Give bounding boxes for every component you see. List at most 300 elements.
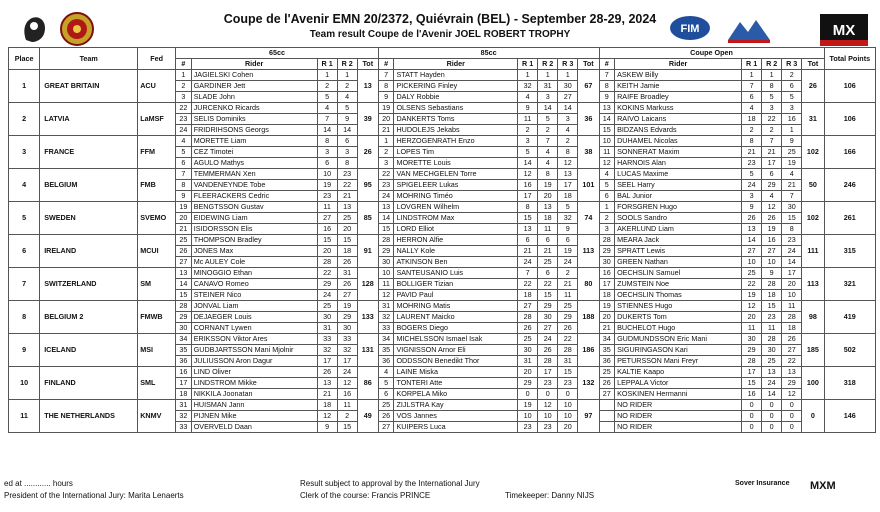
class-total-cell: 39 — [357, 103, 378, 136]
rider-name-cell: KORPELA Miko — [394, 389, 518, 400]
race2-points-cell: 26 — [337, 279, 357, 290]
race2-points-cell: 21 — [762, 147, 782, 158]
rider-number-cell: 7 — [599, 70, 615, 81]
race2-points-cell: 5 — [337, 103, 357, 114]
rider-name-cell: VAN MECHGELEN Torre — [394, 169, 518, 180]
rider-name-cell: ISIDORSSON Elis — [191, 224, 317, 235]
race2-points-cell: 32 — [337, 345, 357, 356]
race2-points-cell: 0 — [762, 400, 782, 411]
rider-name-cell: BENGTSSON Gustav — [191, 202, 317, 213]
race3-points-cell: 31 — [558, 356, 578, 367]
race2-points-cell: 9 — [762, 268, 782, 279]
race1-points-cell: 22 — [317, 268, 337, 279]
race2-points-cell: 14 — [337, 125, 357, 136]
race2-points-cell: 15 — [762, 301, 782, 312]
race1-points-cell: 20 — [518, 367, 538, 378]
race2-points-cell: 18 — [762, 290, 782, 301]
col-rider: Rider — [394, 59, 518, 70]
rider-number-cell: 22 — [378, 169, 394, 180]
place-cell: 11 — [9, 400, 40, 433]
race2-points-cell: 15 — [337, 422, 357, 433]
race2-points-cell: 19 — [337, 301, 357, 312]
race1-points-cell: 0 — [742, 411, 762, 422]
rider-name-cell: ATKINSON Ben — [394, 257, 518, 268]
race2-points-cell: 2 — [337, 81, 357, 92]
rider-name-cell: JURCENKO Ricards — [191, 103, 317, 114]
race3-points-cell: 18 — [782, 323, 802, 334]
race2-points-cell: 23 — [538, 378, 558, 389]
col-r3: R 3 — [782, 59, 802, 70]
rider-name-cell: GUDBJARTSSON Mani Mjolnir — [191, 345, 317, 356]
rider-number-cell: 2 — [176, 81, 192, 92]
race3-points-cell: 29 — [782, 378, 802, 389]
race1-points-cell: 1 — [742, 70, 762, 81]
race3-points-cell: 4 — [782, 169, 802, 180]
race1-points-cell: 18 — [317, 400, 337, 411]
rider-number-cell: 13 — [599, 103, 615, 114]
race3-points-cell: 17 — [558, 180, 578, 191]
race2-points-cell: 17 — [337, 356, 357, 367]
rider-name-cell: ZUMSTEIN Noe — [615, 279, 742, 290]
race3-points-cell: 24 — [782, 246, 802, 257]
race1-points-cell: 27 — [742, 246, 762, 257]
table-row — [9, 103, 876, 114]
federation-cell: SM — [138, 268, 176, 301]
race3-points-cell: 26 — [558, 323, 578, 334]
rider-name-cell: BIDZANS Edvards — [615, 125, 742, 136]
table-row — [9, 268, 876, 279]
class-total-cell: 97 — [578, 400, 599, 433]
class-total-cell: 186 — [578, 334, 599, 367]
race3-points-cell: 2 — [782, 70, 802, 81]
rider-number-cell: 6 — [176, 158, 192, 169]
rider-name-cell: STEINER Nico — [191, 290, 317, 301]
race2-points-cell: 22 — [762, 114, 782, 125]
team-total-points-cell: 419 — [824, 301, 875, 334]
race1-points-cell: 9 — [742, 202, 762, 213]
col-tot: Tot — [357, 59, 378, 70]
race3-points-cell: 6 — [558, 235, 578, 246]
rider-name-cell: DALY Robbie — [394, 92, 518, 103]
race2-points-cell: 5 — [762, 92, 782, 103]
race1-points-cell: 12 — [317, 411, 337, 422]
place-cell: 1 — [9, 70, 40, 103]
rider-number-cell: 6 — [599, 191, 615, 202]
rider-name-cell: LORD Elliot — [394, 224, 518, 235]
race3-points-cell: 20 — [782, 279, 802, 290]
rider-number-cell: 28 — [599, 235, 615, 246]
rider-name-cell: SANTEUSANIO Luis — [394, 268, 518, 279]
rider-name-cell: BUCHELOT Hugo — [615, 323, 742, 334]
rider-name-cell: OVERVELD Daan — [191, 422, 317, 433]
race2-points-cell: 30 — [762, 345, 782, 356]
race2-points-cell: 6 — [538, 268, 558, 279]
race3-points-cell: 27 — [558, 92, 578, 103]
rider-number-cell: 5 — [176, 147, 192, 158]
rider-number-cell: 25 — [599, 367, 615, 378]
rider-name-cell: SPRATT Lewis — [615, 246, 742, 257]
race3-points-cell: 19 — [558, 246, 578, 257]
race2-points-cell: 8 — [762, 81, 782, 92]
fim-logo-icon — [668, 14, 712, 42]
race3-points-cell: 17 — [782, 268, 802, 279]
race1-points-cell: 22 — [742, 279, 762, 290]
rider-number-cell: 10 — [599, 136, 615, 147]
class-total-cell: 101 — [578, 169, 599, 202]
rider-name-cell: SIGURINGASON Kari — [615, 345, 742, 356]
rider-name-cell: PICKERING Finley — [394, 81, 518, 92]
federation-cell: ACU — [138, 70, 176, 103]
race1-points-cell: 16 — [317, 224, 337, 235]
race1-points-cell: 24 — [742, 180, 762, 191]
rider-number-cell: 1 — [599, 202, 615, 213]
race1-points-cell: 11 — [742, 323, 762, 334]
race3-points-cell: 25 — [782, 147, 802, 158]
team-name-cell: IRELAND — [40, 235, 138, 268]
race3-points-cell: 3 — [558, 114, 578, 125]
rider-number-cell: 30 — [599, 257, 615, 268]
rider-number-cell: 17 — [176, 378, 192, 389]
rider-name-cell: MICHELSSON Ismael Isak — [394, 334, 518, 345]
race3-points-cell: 10 — [782, 290, 802, 301]
race2-points-cell: 30 — [538, 312, 558, 323]
rider-name-cell: VOS Jannes — [394, 411, 518, 422]
rider-name-cell: NIKKILA Joonatan — [191, 389, 317, 400]
race1-points-cell: 8 — [518, 202, 538, 213]
rider-number-cell: 9 — [176, 191, 192, 202]
race3-points-cell: 8 — [558, 147, 578, 158]
race2-points-cell: 12 — [538, 400, 558, 411]
rider-number-cell: 35 — [599, 345, 615, 356]
rider-number-cell: 15 — [378, 224, 394, 235]
class-total-cell: 67 — [578, 70, 599, 103]
rider-name-cell: MOHRING Matis — [394, 301, 518, 312]
race1-points-cell: 8 — [317, 136, 337, 147]
rider-name-cell: DANKERTS Toms — [394, 114, 518, 125]
rider-name-cell: VANDENEYNDE Tobe — [191, 180, 317, 191]
race1-points-cell: 25 — [518, 334, 538, 345]
rider-number-cell: 8 — [378, 81, 394, 92]
rider-number-cell: 9 — [378, 92, 394, 103]
race2-points-cell: 24 — [337, 367, 357, 378]
race3-points-cell: 27 — [782, 345, 802, 356]
rider-number-cell: 13 — [176, 268, 192, 279]
race3-points-cell: 10 — [558, 411, 578, 422]
rider-number-cell: 29 — [378, 246, 394, 257]
rider-name-cell: SONNERAT Maxim — [615, 147, 742, 158]
team-name-cell: ICELAND — [40, 334, 138, 367]
race1-points-cell: 4 — [742, 103, 762, 114]
race2-points-cell: 17 — [762, 158, 782, 169]
col-num: # — [378, 59, 394, 70]
fist-logo-icon — [20, 12, 50, 44]
rider-number-cell: 28 — [176, 301, 192, 312]
race3-points-cell: 10 — [558, 400, 578, 411]
race3-points-cell: 21 — [782, 180, 802, 191]
rider-name-cell: STATT Hayden — [394, 70, 518, 81]
race2-points-cell: 16 — [337, 389, 357, 400]
race1-points-cell: 29 — [742, 345, 762, 356]
rider-number-cell: 16 — [599, 268, 615, 279]
race1-points-cell: 17 — [742, 367, 762, 378]
rider-name-cell: ODDSSON Benedikt Thor — [394, 356, 518, 367]
race2-points-cell: 13 — [538, 202, 558, 213]
race1-points-cell: 26 — [518, 323, 538, 334]
rider-number-cell: 25 — [378, 400, 394, 411]
rider-number-cell: 29 — [176, 312, 192, 323]
rider-number-cell: 28 — [378, 235, 394, 246]
rider-number-cell: 5 — [599, 180, 615, 191]
rider-name-cell: CEZ Timotei — [191, 147, 317, 158]
rider-name-cell: OLSENS Sebastians — [394, 103, 518, 114]
class-total-cell: 113 — [578, 235, 599, 268]
rider-name-cell: JULIUSSON Aron Dagur — [191, 356, 317, 367]
col-r1: R 1 — [518, 59, 538, 70]
total-points-header: Total Points — [824, 48, 875, 70]
document-header — [0, 0, 880, 48]
race2-points-cell: 31 — [337, 268, 357, 279]
team-name-cell: BELGIUM — [40, 169, 138, 202]
race2-points-cell: 1 — [538, 70, 558, 81]
svg-text:MX: MX — [832, 22, 856, 39]
place-cell: 5 — [9, 202, 40, 235]
race3-points-cell: 21 — [558, 279, 578, 290]
col-r2: R 2 — [762, 59, 782, 70]
race1-points-cell: 18 — [742, 114, 762, 125]
team-total-points-cell: 146 — [824, 400, 875, 433]
club-crest-logo-icon — [60, 12, 94, 46]
class-total-cell: 26 — [802, 70, 824, 103]
race3-points-cell: 23 — [558, 378, 578, 389]
race2-points-cell: 3 — [538, 92, 558, 103]
rider-name-cell: FORSGREN Hugo — [615, 202, 742, 213]
rider-number-cell: 30 — [176, 323, 192, 334]
place-cell: 6 — [9, 235, 40, 268]
race2-points-cell: 12 — [337, 378, 357, 389]
race1-points-cell: 26 — [317, 367, 337, 378]
team-name-cell: THE NETHERLANDS — [40, 400, 138, 433]
race2-points-cell: 29 — [337, 312, 357, 323]
col-rider: Rider — [191, 59, 317, 70]
race2-points-cell: 8 — [337, 158, 357, 169]
race2-points-cell: 23 — [762, 312, 782, 323]
race1-points-cell: 14 — [742, 235, 762, 246]
race2-points-cell: 18 — [538, 213, 558, 224]
team-name-cell: SWITZERLAND — [40, 268, 138, 301]
rider-name-cell: GUDMUNDSSON Eric Mani — [615, 334, 742, 345]
race2-points-cell: 23 — [337, 169, 357, 180]
race1-points-cell: 23 — [518, 422, 538, 433]
table-row — [9, 169, 876, 180]
team-name-cell: GREAT BRITAIN — [40, 70, 138, 103]
race3-points-cell: 16 — [782, 114, 802, 125]
class-total-cell: 111 — [802, 235, 824, 268]
federation-cell: MCUI — [138, 235, 176, 268]
rider-name-cell: DUHAMEL Nicolas — [615, 136, 742, 147]
class-total-cell: 85 — [357, 202, 378, 235]
sponsor-logo-1: Sover Insurance — [735, 480, 790, 487]
race2-points-cell: 31 — [538, 81, 558, 92]
race2-points-cell: 25 — [337, 213, 357, 224]
place-cell: 10 — [9, 367, 40, 400]
rider-name-cell: SEEL Harry — [615, 180, 742, 191]
rider-number-cell: 22 — [176, 103, 192, 114]
rider-name-cell: HERRON Alfie — [394, 235, 518, 246]
rider-number-cell: 10 — [378, 268, 394, 279]
rider-number-cell: 4 — [599, 169, 615, 180]
race1-points-cell: 25 — [742, 268, 762, 279]
race3-points-cell: 12 — [558, 158, 578, 169]
rider-number-cell: 33 — [176, 422, 192, 433]
col-num: # — [176, 59, 192, 70]
rider-name-cell: SOOLS Sandro — [615, 213, 742, 224]
race3-points-cell: 7 — [782, 191, 802, 202]
class-total-cell: 185 — [802, 334, 824, 367]
race3-points-cell: 11 — [782, 301, 802, 312]
race2-points-cell: 23 — [538, 422, 558, 433]
race1-points-cell: 30 — [518, 345, 538, 356]
class-total-cell: 31 — [802, 103, 824, 136]
rider-number-cell: 27 — [599, 389, 615, 400]
rider-name-cell: TONTERI Atte — [394, 378, 518, 389]
rider-number-cell: 4 — [378, 367, 394, 378]
class-total-cell: 95 — [357, 169, 378, 202]
rider-name-cell: VIGNISSON Arnor Eli — [394, 345, 518, 356]
race1-points-cell: 19 — [742, 290, 762, 301]
table-row — [9, 301, 876, 312]
class-85cc-header: 85cc — [378, 48, 599, 59]
rider-name-cell: HUISMAN Jann — [191, 400, 317, 411]
race2-points-cell: 4 — [538, 158, 558, 169]
race2-points-cell: 22 — [538, 279, 558, 290]
col-tot: Tot — [578, 59, 599, 70]
race2-points-cell: 4 — [762, 191, 782, 202]
rider-number-cell: 15 — [176, 290, 192, 301]
class-total-cell: 102 — [802, 202, 824, 235]
race1-points-cell: 16 — [518, 180, 538, 191]
race3-points-cell: 1 — [782, 125, 802, 136]
race1-points-cell: 1 — [518, 70, 538, 81]
race1-points-cell: 12 — [518, 169, 538, 180]
race1-points-cell: 23 — [317, 191, 337, 202]
race2-points-cell: 15 — [538, 290, 558, 301]
rider-number-cell: 14 — [599, 114, 615, 125]
class-total-cell: 86 — [357, 367, 378, 400]
race2-points-cell: 30 — [337, 323, 357, 334]
race3-points-cell: 13 — [558, 169, 578, 180]
race3-points-cell: 14 — [782, 257, 802, 268]
race1-points-cell: 19 — [518, 400, 538, 411]
rider-number-cell: 29 — [599, 246, 615, 257]
rider-name-cell: LUCAS Maxime — [615, 169, 742, 180]
rider-name-cell: LOVGREN Wilhelm — [394, 202, 518, 213]
rider-name-cell: LAINE Miska — [394, 367, 518, 378]
rider-number-cell: 21 — [176, 224, 192, 235]
race2-points-cell: 26 — [337, 257, 357, 268]
race2-points-cell: 24 — [762, 378, 782, 389]
rider-number-cell: 32 — [378, 312, 394, 323]
table-row — [9, 202, 876, 213]
race3-points-cell: 20 — [558, 422, 578, 433]
team-name-cell: SWEDEN — [40, 202, 138, 235]
rider-number-cell: 11 — [599, 147, 615, 158]
race3-points-cell: 6 — [782, 81, 802, 92]
rider-number-cell: 8 — [176, 180, 192, 191]
rider-name-cell: JONES Max — [191, 246, 317, 257]
race3-points-cell: 0 — [782, 400, 802, 411]
race1-points-cell: 31 — [518, 356, 538, 367]
race1-points-cell: 22 — [518, 279, 538, 290]
race3-points-cell: 2 — [558, 136, 578, 147]
race1-points-cell: 15 — [742, 378, 762, 389]
federation-cell: LaMSF — [138, 103, 176, 136]
race2-points-cell: 1 — [762, 70, 782, 81]
rider-number-cell: 27 — [176, 257, 192, 268]
rider-number-cell: 26 — [378, 411, 394, 422]
rider-number-cell: 24 — [176, 125, 192, 136]
table-row — [9, 400, 876, 411]
class-total-cell: 102 — [802, 136, 824, 169]
rider-number-cell: 15 — [599, 125, 615, 136]
race1-points-cell: 30 — [742, 334, 762, 345]
class-total-cell: 74 — [578, 202, 599, 235]
table-row — [9, 235, 876, 246]
race1-points-cell: 17 — [317, 356, 337, 367]
race3-points-cell: 30 — [782, 202, 802, 213]
class-total-cell: 133 — [357, 301, 378, 334]
race1-points-cell: 28 — [742, 356, 762, 367]
race1-points-cell: 10 — [742, 257, 762, 268]
race1-points-cell: 7 — [317, 114, 337, 125]
team-total-points-cell: 318 — [824, 367, 875, 400]
rider-name-cell: LINDSTROM Mikke — [191, 378, 317, 389]
race1-points-cell: 0 — [742, 422, 762, 433]
mx-logo-icon — [820, 14, 868, 46]
rider-number-cell: 21 — [599, 323, 615, 334]
rider-number-cell: 12 — [378, 290, 394, 301]
race2-points-cell: 19 — [538, 180, 558, 191]
rider-number-cell: 12 — [599, 158, 615, 169]
race2-points-cell: 0 — [762, 411, 782, 422]
race1-points-cell: 24 — [518, 257, 538, 268]
class-total-cell: 91 — [357, 235, 378, 268]
race1-points-cell: 20 — [742, 312, 762, 323]
rider-name-cell: STIENNES Hugo — [615, 301, 742, 312]
race2-points-cell: 0 — [762, 422, 782, 433]
rider-name-cell: NALLY Kole — [394, 246, 518, 257]
race3-points-cell: 0 — [782, 411, 802, 422]
rider-name-cell: LIND Oliver — [191, 367, 317, 378]
race2-points-cell: 4 — [337, 92, 357, 103]
class-total-cell: 131 — [357, 334, 378, 367]
race3-points-cell: 11 — [558, 290, 578, 301]
team-total-points-cell: 261 — [824, 202, 875, 235]
rider-number-cell: 34 — [378, 334, 394, 345]
race2-points-cell: 11 — [762, 323, 782, 334]
race2-points-cell: 7 — [538, 136, 558, 147]
rider-number-cell: 17 — [599, 279, 615, 290]
race1-points-cell: 15 — [518, 213, 538, 224]
race2-points-cell: 3 — [337, 147, 357, 158]
race2-points-cell: 7 — [762, 136, 782, 147]
race1-points-cell: 29 — [317, 279, 337, 290]
race1-points-cell: 14 — [317, 125, 337, 136]
rider-name-cell: MORETTE Liam — [191, 136, 317, 147]
race1-points-cell: 29 — [518, 378, 538, 389]
race2-points-cell: 28 — [538, 356, 558, 367]
race2-points-cell: 20 — [337, 224, 357, 235]
rider-name-cell: CORNANT Lywen — [191, 323, 317, 334]
